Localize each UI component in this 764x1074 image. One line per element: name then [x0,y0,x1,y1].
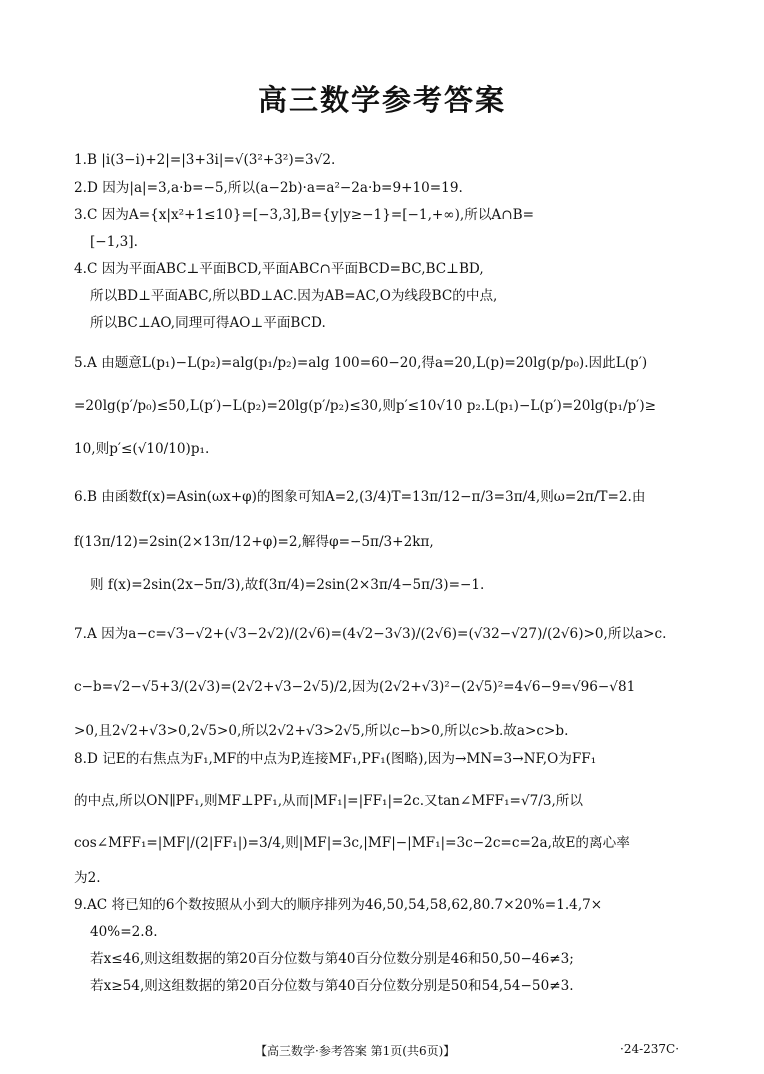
answer-line: 40%=2.8. [90,924,158,940]
answer-line: 3.C 因为A={x|x²+1≤10}=[−3,3],B={y|y≥−1}=[−1,+∞),所以A∩B= [74,207,535,223]
answer-line: 2.D 因为|a|=3,a·b=−5,所以(a−2b)·a=a²−2a·b=9+10=19. [74,180,463,196]
answer-line: 10,则p′≤(√10/10)p₁. [74,441,210,457]
answer-line: 若x≥54,则这组数据的第20百分位数与第40百分位数分别是50和54,54−50≠3. [90,978,574,994]
footer-page-info: 【高三数学·参考答案 第1页(共6页)】 [255,1044,456,1058]
answer-line: 所以BC⊥AO,同理可得AO⊥平面BCD. [90,315,326,331]
answer-line: 所以BD⊥平面ABC,所以BD⊥AC.因为AB=AC,O为线段BC的中点, [90,288,498,304]
answer-line: =20lg(p′/p₀)≤50,L(p′)−L(p₂)=20lg(p′/p₂)≤30,则p′≤10√10 p₂.L(p₁)−L(p′)=20lg(p₁/p′)≥ [74,398,657,414]
answer-line: 6.B 由函数f(x)=Asin(ωx+φ)的图象可知A=2,(3/4)T=13π/12−π/3=3π/4,则ω=2π/T=2.由 [74,489,646,505]
answer-line: cos∠MFF₁=|MF|/(2|FF₁|)=3/4,则|MF|=3c,|MF|−|MF₁|=3c−2c=c=2a,故E的离心率 [74,835,630,851]
answer-line: 的中点,所以ON∥PF₁,则MF⊥PF₁,从而|MF₁|=|FF₁|=2c.又tan∠MFF₁=√7/3,所以 [74,793,583,809]
answer-line: 则 f(x)=2sin(2x−5π/3),故f(3π/4)=2sin(2×3π/4−5π/3)=−1. [90,577,485,593]
answer-line: 5.A 由题意L(p₁)−L(p₂)=alg(p₁/p₂)=alg 100=60−20,得a=20,L(p)=20lg(p/p₀).因此L(p′) [74,355,648,371]
page-title: 高三数学参考答案 [257,83,506,117]
answer-line: 若x≤46,则这组数据的第20百分位数与第40百分位数分别是46和50,50−46≠3; [90,951,574,967]
answer-line: c−b=√2−√5+3/(2√3)=(2√2+√3−2√5)/2,因为(2√2+√3)²−(2√5)²=4√6−9=√96−√81 [74,679,636,695]
answer-line: 8.D 记E的右焦点为F₁,MF的中点为P,连接MF₁,PF₁(图略),因为→MN=3→NF,O为FF₁ [74,751,597,767]
answer-line: 1.B |i(3−i)+2|=|3+3i|=√(3²+3²)=3√2. [74,152,336,168]
answer-line: f(13π/12)=2sin(2×13π/12+φ)=2,解得φ=−5π/3+2kπ, [74,534,434,550]
answer-line: [−1,3]. [90,234,138,250]
answer-line: 4.C 因为平面ABC⊥平面BCD,平面ABC∩平面BCD=BC,BC⊥BD, [74,261,484,277]
answer-line: 9.AC 将已知的6个数按照从小到大的顺序排列为46,50,54,58,62,80.7×20%=1.4,7× [74,897,603,913]
answer-line: >0,且2√2+√3>0,2√5>0,所以2√2+√3>2√5,所以c−b>0,所以c>b.故a>c>b. [74,723,569,739]
answer-line: 7.A 因为a−c=√3−√2+(√3−2√2)/(2√6)=(4√2−3√3)/(2√6)=(√32−√27)/(2√6)>0,所以a>c. [74,626,667,642]
answer-line: 为2. [74,870,101,886]
footer-code: ·24-237C· [620,1042,680,1056]
